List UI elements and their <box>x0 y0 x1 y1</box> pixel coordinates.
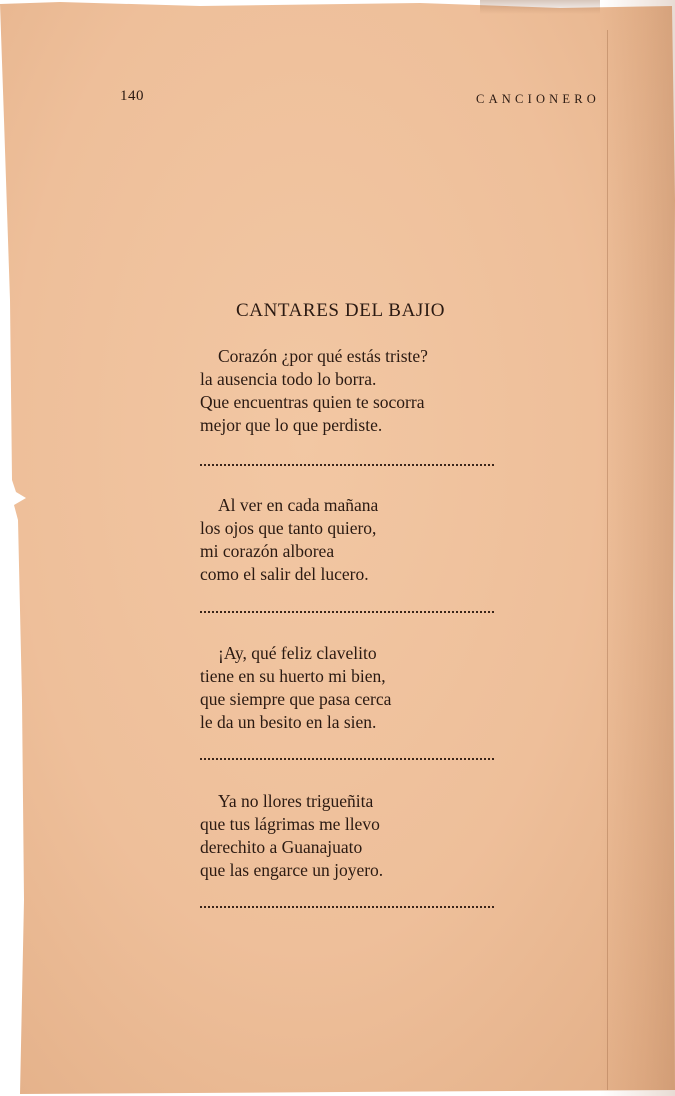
stanza-line: que tus lágrimas me llevo <box>200 814 380 834</box>
stanza-line: como el salir del lucero. <box>200 564 369 584</box>
stanza-2 <box>200 494 510 586</box>
stanza-line: que las engarce un joyero. <box>200 860 384 880</box>
dotted-separator <box>200 611 494 613</box>
stanza-line: Ya no llores trigueñita <box>218 791 374 811</box>
page-fold-line <box>607 30 608 1090</box>
stanza-line: mi corazón alborea <box>200 541 335 561</box>
stanza-line: Que encuentras quien te socorra <box>200 392 425 412</box>
page-number: 140 <box>120 88 144 104</box>
stanza-line: la ausencia todo lo borra. <box>200 369 377 389</box>
running-head: CANCIONERO <box>476 92 600 106</box>
dotted-separator <box>200 906 494 908</box>
stanza-line: tiene en su huerto mi bien, <box>200 666 386 686</box>
stanza-line: derechito a Guanajuato <box>200 837 363 857</box>
stanza-line: ¡Ay, qué feliz clavelito <box>218 643 377 663</box>
stanza-line: mejor que lo que perdiste. <box>200 415 383 435</box>
stanza-4 <box>200 790 510 882</box>
stanza-line: Corazón ¿por qué estás triste? <box>218 346 428 366</box>
stanza-line: Al ver en cada mañana <box>218 495 379 515</box>
stanza-line: que siempre que pasa cerca <box>200 689 392 709</box>
stanza-line: los ojos que tanto quiero, <box>200 518 377 538</box>
poem-title: CANTARES DEL BAJIO <box>236 300 446 321</box>
stanza-1 <box>200 345 510 437</box>
dotted-separator <box>200 758 494 760</box>
page-top-tear <box>480 0 600 14</box>
stanza-line: le da un besito en la sien. <box>200 712 377 732</box>
stanza-3 <box>200 642 510 734</box>
dotted-separator <box>200 464 494 466</box>
